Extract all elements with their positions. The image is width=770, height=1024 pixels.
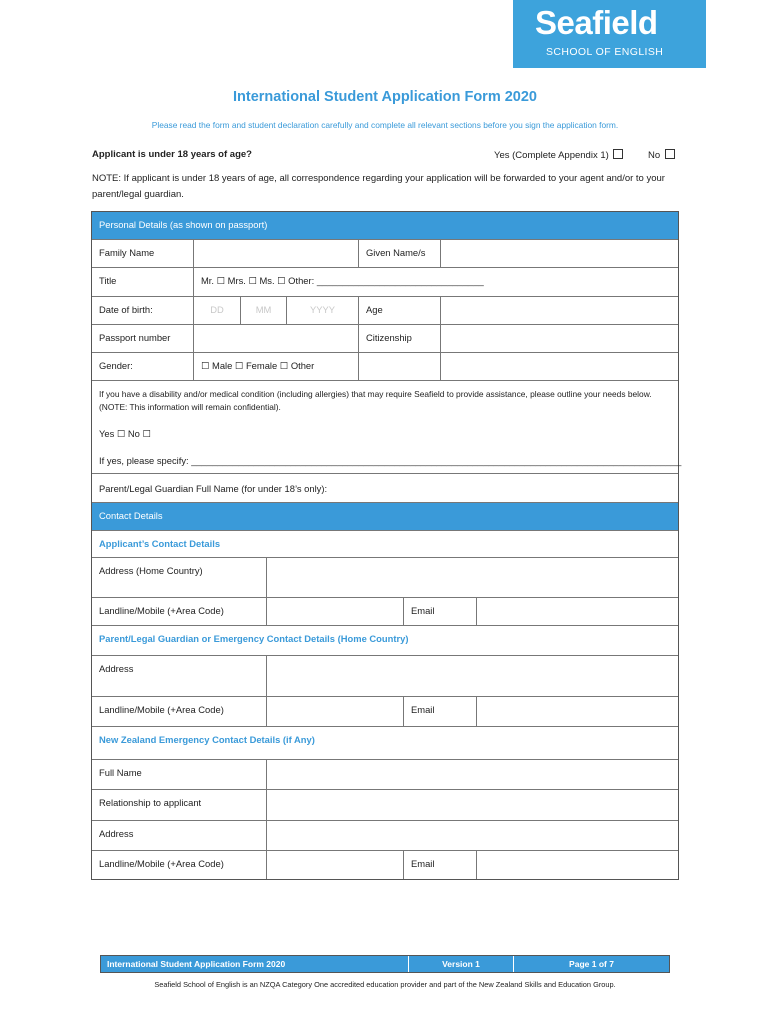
under18-note: NOTE: If applicant is under 18 years of age, all correspondence regarding your application will be forwarded to your agent and/or to your parent/legal guardian. — [92, 173, 665, 200]
guardian-address-input[interactable] — [266, 656, 678, 696]
applicant-email-label: Email — [403, 598, 476, 625]
under18-question: Applicant is under 18 years of age? — [92, 149, 252, 160]
name-row — [92, 239, 678, 267]
title-label: Title — [99, 275, 117, 286]
nz-email-label: Email — [403, 851, 476, 879]
nz-phone-label: Landline/Mobile (+Area Code) — [99, 858, 224, 869]
nz-address-label: Address — [99, 828, 134, 839]
applicant-address-input[interactable] — [266, 558, 678, 597]
nz-address-input[interactable] — [266, 821, 678, 850]
form-intro: Please read the form and student declaration carefully and complete all relevant sections before you sign the application form. — [151, 120, 619, 130]
personal-details-heading — [92, 212, 678, 239]
contact-details-heading — [92, 502, 678, 530]
citizenship-input[interactable] — [440, 325, 678, 352]
nz-email-input[interactable] — [476, 851, 678, 879]
page-footer-bar — [100, 955, 670, 973]
applicant-phone-row — [92, 597, 678, 625]
passport-row — [92, 324, 678, 352]
guardian-name-label[interactable]: Parent/Legal Guardian Full Name (for under 18’s only): — [99, 483, 328, 494]
title-options[interactable]: Mr. ☐ Mrs. ☐ Ms. ☐ Other: ________________________________ — [193, 268, 678, 296]
nz-address-row — [92, 820, 678, 850]
dob-label: Date of birth: — [99, 304, 153, 315]
gender-row — [92, 352, 678, 380]
citizenship-label: Citizenship — [358, 325, 440, 352]
applicant-address-label: Address (Home Country) — [99, 565, 203, 576]
nz-relationship-row — [92, 789, 678, 820]
applicant-contact-heading-text: Applicant’s Contact Details — [99, 538, 221, 549]
given-names-input[interactable] — [440, 240, 678, 267]
under18-yes-option[interactable] — [494, 149, 625, 161]
footer-version: Version 1 — [408, 956, 513, 972]
disability-text: If you have a disability and/or medical condition (including allergies) that may require Seafield to provide assistance, please outline your needs below. (NOTE: This information will remain confidential). — [99, 389, 652, 412]
applicant-phone-input[interactable] — [266, 598, 403, 625]
gender-label: Gender: — [99, 360, 133, 371]
nz-fullname-input[interactable] — [266, 760, 678, 789]
logo-brand: Seafield — [535, 4, 658, 41]
guardian-contact-heading — [92, 625, 678, 655]
guardian-address-row — [92, 655, 678, 696]
age-label: Age — [358, 297, 440, 324]
passport-label: Passport number — [99, 332, 171, 343]
guardian-phone-row — [92, 696, 678, 726]
title-row — [92, 267, 678, 296]
applicant-phone-label: Landline/Mobile (+Area Code) — [99, 605, 224, 616]
guardian-address-label: Address — [99, 663, 134, 674]
guardian-contact-heading-text: Parent/Legal Guardian or Emergency Contact Details (Home Country) — [99, 633, 409, 644]
personal-details-heading-text: Personal Details (as shown on passport) — [99, 219, 268, 230]
family-name-input[interactable] — [193, 240, 358, 267]
family-name-label: Family Name — [99, 247, 155, 258]
footer-statement: Seafield School of English is an NZQA Category One accredited education provider and part of the New Zealand Skills and Education Group. — [154, 980, 616, 989]
age-input[interactable] — [440, 297, 678, 324]
nz-phone-row — [92, 850, 678, 879]
under18-yes-checkbox[interactable] — [613, 149, 623, 159]
disability-yes-no[interactable]: Yes ☐ No ☐ — [99, 428, 151, 439]
nz-fullname-row — [92, 759, 678, 789]
dob-year-input[interactable]: YYYY — [286, 297, 358, 324]
footer-page-number: Page 1 of 7 — [513, 956, 669, 972]
nz-relationship-input[interactable] — [266, 790, 678, 820]
application-form-table — [91, 211, 682, 880]
nz-contact-heading — [92, 726, 678, 759]
disability-row — [92, 380, 682, 473]
applicant-address-row — [92, 557, 678, 597]
under18-no-label: No — [648, 150, 661, 161]
applicant-email-input[interactable] — [476, 598, 678, 625]
given-names-label: Given Name/s — [358, 240, 440, 267]
disability-specify[interactable]: If yes, please specify: ______________________________________________________________________________________________ — [99, 455, 682, 466]
contact-details-heading-text: Contact Details — [99, 510, 163, 521]
guardian-email-label: Email — [403, 697, 476, 726]
under18-no-option[interactable] — [648, 149, 677, 161]
gender-extra-input[interactable] — [440, 353, 678, 380]
under18-question-row — [92, 147, 678, 163]
form-title: International Student Application Form 2020 — [233, 89, 537, 105]
gender-spacer — [358, 353, 440, 380]
guardian-name-row — [92, 473, 678, 502]
seafield-logo — [513, 0, 706, 68]
under18-no-checkbox[interactable] — [665, 149, 675, 159]
under18-yes-label: Yes (Complete Appendix 1) — [494, 150, 609, 161]
guardian-phone-input[interactable] — [266, 697, 403, 726]
footer-form-name: International Student Application Form 2020 — [107, 959, 286, 969]
gender-options[interactable]: ☐ Male ☐ Female ☐ Other — [193, 353, 358, 380]
nz-contact-heading-text: New Zealand Emergency Contact Details (if Any) — [99, 734, 315, 745]
dob-month-input[interactable]: MM — [240, 297, 286, 324]
guardian-email-input[interactable] — [476, 697, 678, 726]
guardian-phone-label: Landline/Mobile (+Area Code) — [99, 704, 224, 715]
applicant-contact-heading — [92, 530, 678, 557]
nz-phone-input[interactable] — [266, 851, 403, 879]
dob-row — [92, 296, 678, 324]
passport-input[interactable] — [193, 325, 358, 352]
dob-day-input[interactable]: DD — [193, 297, 240, 324]
logo-subtitle: SCHOOL OF ENGLISH — [546, 46, 664, 58]
nz-fullname-label: Full Name — [99, 767, 142, 778]
nz-relationship-label: Relationship to applicant — [99, 797, 202, 808]
